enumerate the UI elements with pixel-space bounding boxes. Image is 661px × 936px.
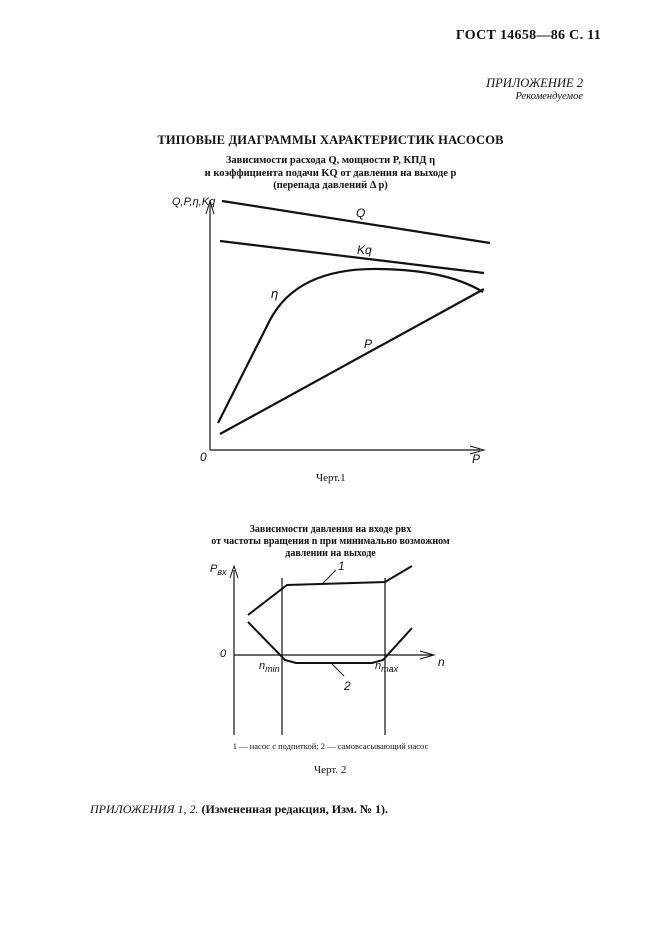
- n-max-label: $n_{max}$: [375, 660, 399, 674]
- curve-1: [248, 566, 412, 615]
- figure2-caption-line: от частоты вращения n при минимально возможном: [211, 536, 450, 547]
- figure2-legend: 1 — насос с подпиткой; 2 — самовсасывающий насос: [232, 741, 429, 751]
- n-min-label: $n_{min}$: [259, 660, 280, 674]
- appendix-label: ПРИЛОЖЕНИЕ 2: [486, 76, 583, 90]
- appendix-status: Рекомендуемое: [515, 91, 583, 102]
- curve-2-leader: [332, 664, 344, 676]
- footer-note: [90, 802, 388, 817]
- figure2-caption-line: Зависимости давления на входе pвх: [249, 524, 412, 535]
- figure1-caption-line: (перепада давлений Δ p): [273, 180, 388, 191]
- label-Q: Q: [356, 206, 366, 220]
- page-header: ГОСТ 14658—86 С. 11: [455, 28, 601, 43]
- curve-2: [248, 622, 412, 663]
- label-Kq: Kq: [357, 243, 372, 257]
- label-P: P: [364, 337, 373, 351]
- figure1-number: Черт.1: [316, 472, 346, 484]
- figure2-x-axis-label: n: [438, 655, 445, 669]
- figure2-y-axis-label-sub: вх: [217, 567, 227, 577]
- figure1-x-axis-label: P: [472, 452, 481, 466]
- figure1-origin-label: 0: [200, 450, 207, 464]
- curve-1-leader: [322, 570, 336, 584]
- footer-ref: ПРИЛОЖЕНИЯ 1, 2.: [90, 802, 199, 816]
- curve-2-label: 2: [344, 679, 351, 693]
- figure2-caption-line: давлении на выходе: [285, 548, 376, 559]
- figure1-y-axis-label: Q,P,η,Kq: [172, 196, 216, 208]
- curve-1-label: 1: [338, 559, 345, 573]
- figure1-caption-line: Зависимости расхода Q, мощности P, КПД η: [225, 155, 436, 166]
- footer-change-note: (Измененная редакция, Изм. № 1).: [201, 802, 388, 816]
- label-eta: η: [271, 286, 279, 301]
- figure1-caption-line: и коэффициента подачи KQ от давления на выходе p: [204, 167, 457, 179]
- section-title: ТИПОВЫЕ ДИАГРАММЫ ХАРАКТЕРИСТИК НАСОСОВ: [157, 133, 504, 147]
- figure2-y-axis-label: $P_{вх}$: [210, 563, 227, 577]
- figure2-origin-label: 0: [220, 648, 227, 660]
- figure2-number: Черт. 2: [314, 764, 347, 776]
